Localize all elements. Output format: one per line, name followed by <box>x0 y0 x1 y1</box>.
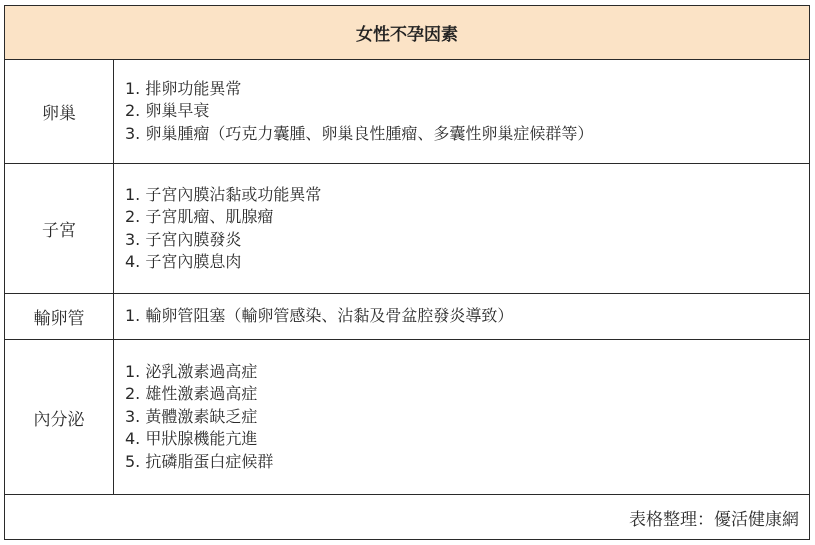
table-footer-row <box>5 494 809 539</box>
items-cell <box>125 340 799 494</box>
table-row-ovary <box>5 59 809 163</box>
list-item: 1. 子宮內膜沾黏或功能異常 <box>125 184 322 204</box>
list-item: 3. 子宮內膜發炎 <box>125 229 242 249</box>
source-credit: 表格整理：優活健康網 <box>629 509 799 530</box>
infertility-factors-table <box>4 5 810 540</box>
list-item: 2. 卵巢早衰 <box>125 101 210 121</box>
category-cell: 子宮 <box>5 164 114 293</box>
table-row-uterus <box>5 163 809 293</box>
list-item: 1. 泌乳激素過高症 <box>125 361 258 381</box>
items-cell <box>125 164 799 293</box>
table-title-row <box>5 6 809 59</box>
list-item: 2. 子宮肌瘤、肌腺瘤 <box>125 207 274 226</box>
list-item: 1. 排卵功能異常 <box>125 78 242 98</box>
items-cell <box>125 294 799 339</box>
list-item: 3. 黃體激素缺乏症 <box>125 406 258 426</box>
table-row-fallopian-tube <box>5 293 809 339</box>
list-item: 2. 雄性激素過高症 <box>125 384 258 404</box>
list-item: 3. 卵巢腫瘤（巧克力囊腫、卵巢良性腫瘤、多囊性卵巢症候群等） <box>125 123 594 143</box>
category-cell: 內分泌 <box>5 340 114 494</box>
list-item: 4. 甲狀腺機能亢進 <box>125 429 258 449</box>
category-cell: 輸卵管 <box>5 294 114 339</box>
list-item: 4. 子宮內膜息肉 <box>125 252 242 271</box>
table-title: 女性不孕因素 <box>356 25 458 45</box>
list-item: 1. 輸卵管阻塞（輸卵管感染、沾黏及骨盆腔發炎導致） <box>125 306 514 326</box>
items-cell <box>125 60 799 163</box>
list-item: 5. 抗磷脂蛋白症候群 <box>125 451 274 471</box>
category-cell: 卵巢 <box>5 60 114 163</box>
table-row-endocrine <box>5 339 809 494</box>
